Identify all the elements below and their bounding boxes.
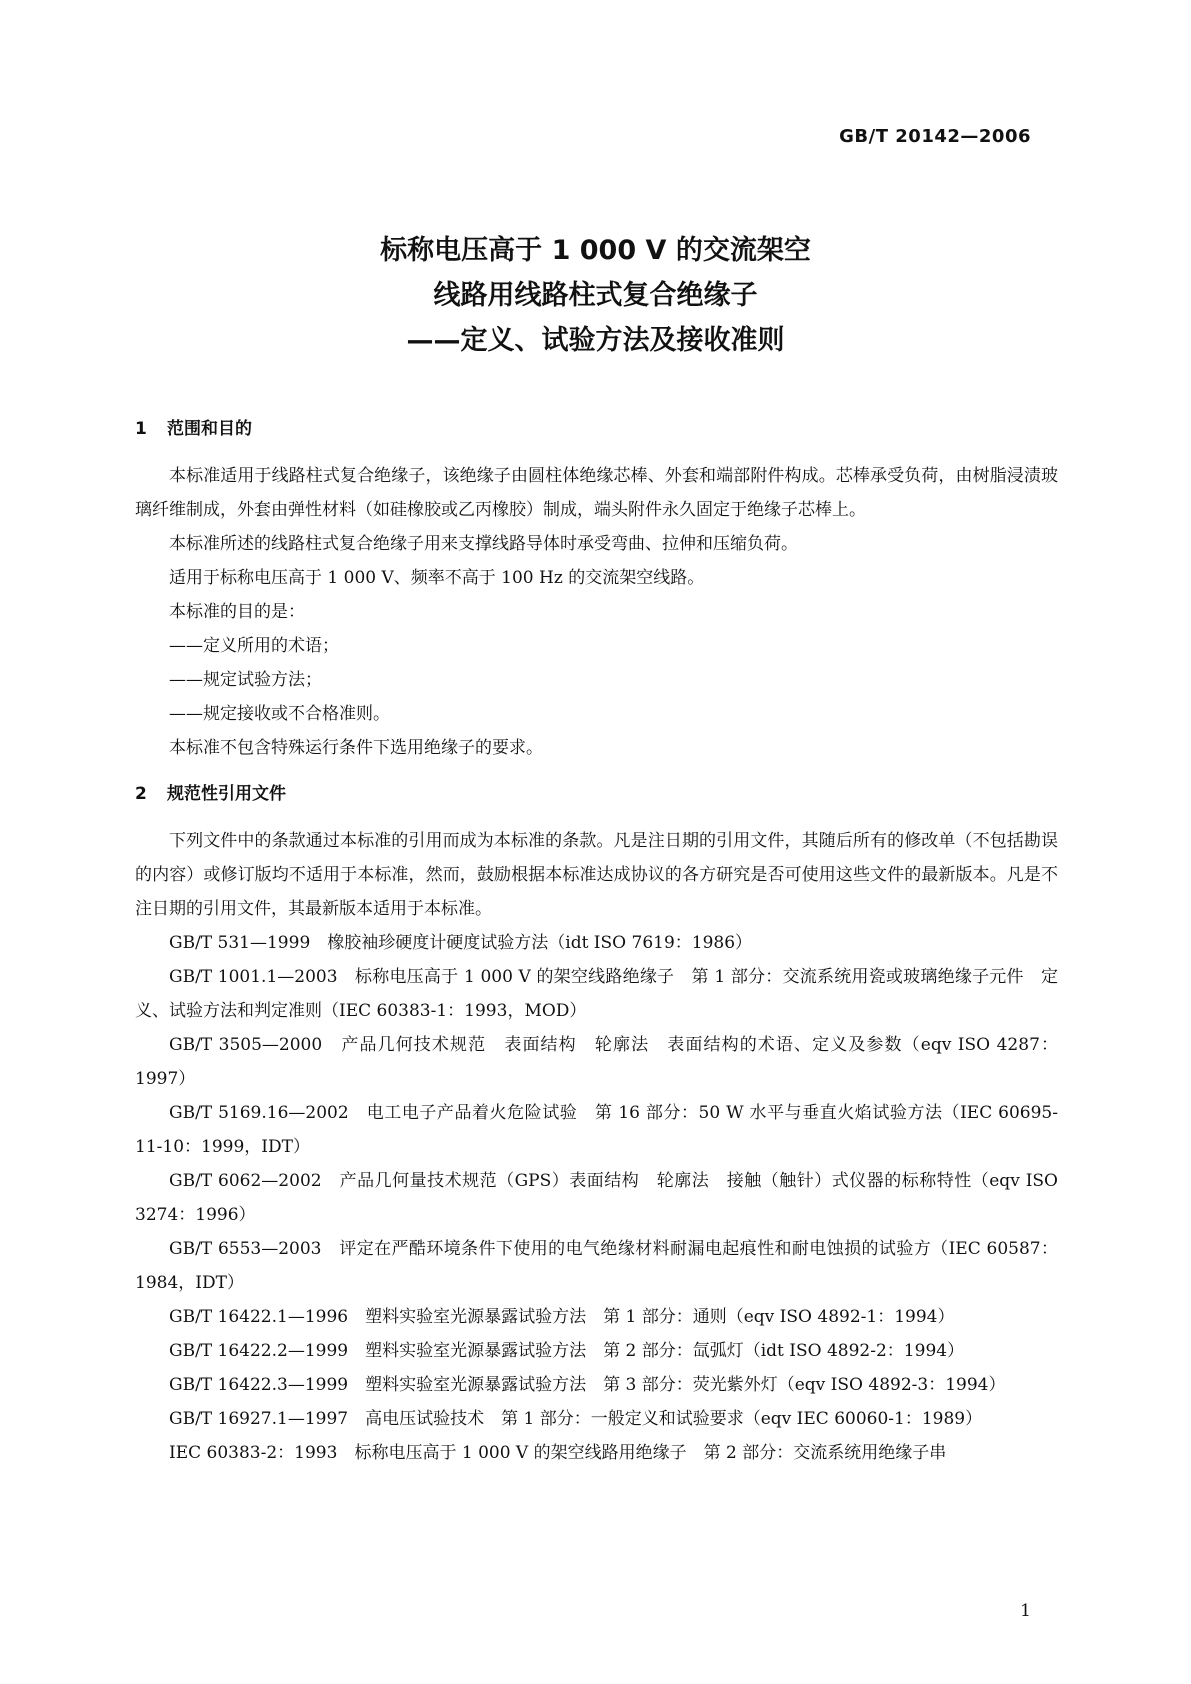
section-number: 1 bbox=[135, 419, 147, 439]
document-body bbox=[135, 410, 1058, 1470]
list-item: ——规定试验方法； bbox=[169, 670, 322, 690]
paragraph: 适用于标称电压高于 1 000 V、频率不高于 100 Hz 的交流架空线路。 bbox=[169, 568, 705, 588]
reference-item: GB/T 1001.1—2003 标称电压高于 1 000 V 的架空线路绝缘子 第 1 部分：交流系统用瓷或玻璃绝缘子元件 定义、试验方法和判定准则（IEC 60383-1：1993，MOD） bbox=[135, 967, 1058, 1021]
list-item: ——定义所用的术语； bbox=[169, 636, 339, 656]
section-number: 2 bbox=[135, 784, 147, 804]
reference-item: GB/T 6062—2002 产品几何量技术规范（GPS）表面结构 轮廓法 接触（触针）式仪器的标称特性（eqv ISO 3274：1996） bbox=[135, 1171, 1058, 1225]
reference-item: GB/T 3505—2000 产品几何技术规范 表面结构 轮廓法 表面结构的术语、定义及参数（eqv ISO 4287：1997） bbox=[135, 1035, 1058, 1089]
paragraph: 本标准不包含特殊运行条件下选用绝缘子的要求。 bbox=[169, 738, 543, 758]
reference-item: GB/T 5169.16—2002 电工电子产品着火危险试验 第 16 部分：50 W 水平与垂直火焰试验方法（IEC 60695-11-10：1999，IDT） bbox=[135, 1103, 1058, 1157]
title-line-2: 线路用线路柱式复合绝缘子 bbox=[433, 280, 758, 311]
paragraph: 本标准的目的是： bbox=[169, 602, 305, 622]
standard-number: GB/T 20142—2006 bbox=[839, 126, 1031, 147]
paragraph: 下列文件中的条款通过本标准的引用而成为本标准的条款。凡是注日期的引用文件，其随后所有的修改单（不包括勘误的内容）或修订版均不适用于本标准，然而，鼓励根据本标准达成协议的各方研究是否可使用这些文件的最新版本。凡是不注日期的引用文件，其最新版本适用于本标准。 bbox=[135, 831, 1058, 919]
title-line-3: ——定义、试验方法及接收准则 bbox=[406, 325, 785, 356]
reference-item: GB/T 16422.1—1996 塑料实验室光源暴露试验方法 第 1 部分：通则（eqv ISO 4892-1：1994） bbox=[169, 1307, 955, 1327]
reference-item: IEC 60383-2：1993 标称电压高于 1 000 V 的架空线路用绝缘子 第 2 部分：交流系统用绝缘子串 bbox=[169, 1443, 947, 1463]
paragraph: 本标准所述的线路柱式复合绝缘子用来支撑线路导体时承受弯曲、拉伸和压缩负荷。 bbox=[169, 534, 798, 554]
reference-item: GB/T 16422.3—1999 塑料实验室光源暴露试验方法 第 3 部分：荧光紫外灯（eqv ISO 4892-3：1994） bbox=[169, 1375, 1006, 1395]
title-line-1: 标称电压高于 1 000 V 的交流架空 bbox=[380, 235, 811, 266]
reference-item: GB/T 6553—2003 评定在严酷环境条件下使用的电气绝缘材料耐漏电起痕性和耐电蚀损的试验方（IEC 60587：1984，IDT） bbox=[135, 1239, 1058, 1293]
document-title bbox=[0, 228, 1191, 363]
section-title: 规范性引用文件 bbox=[167, 784, 286, 804]
reference-item: GB/T 531—1999 橡胶袖珍硬度计硬度试验方法（idt ISO 7619：1986） bbox=[169, 933, 753, 953]
section-1-heading bbox=[135, 412, 1058, 446]
list-item: ——规定接收或不合格准则。 bbox=[169, 704, 390, 724]
reference-item: GB/T 16927.1—1997 高电压试验技术 第 1 部分：一般定义和试验要求（eqv IEC 60060-1：1989） bbox=[169, 1409, 983, 1429]
section-2-heading bbox=[135, 777, 1058, 811]
reference-item: GB/T 16422.2—1999 塑料实验室光源暴露试验方法 第 2 部分：氙弧灯（idt ISO 4892-2：1994） bbox=[169, 1341, 965, 1361]
section-title: 范围和目的 bbox=[167, 419, 252, 439]
paragraph: 本标准适用于线路柱式复合绝缘子，该绝缘子由圆柱体绝缘芯棒、外套和端部附件构成。芯棒承受负荷，由树脂浸渍玻璃纤维制成，外套由弹性材料（如硅橡胶或乙丙橡胶）制成，端头附件永久固定于绝缘子芯棒上。 bbox=[135, 466, 1058, 520]
page-number: 1 bbox=[1020, 1601, 1031, 1621]
